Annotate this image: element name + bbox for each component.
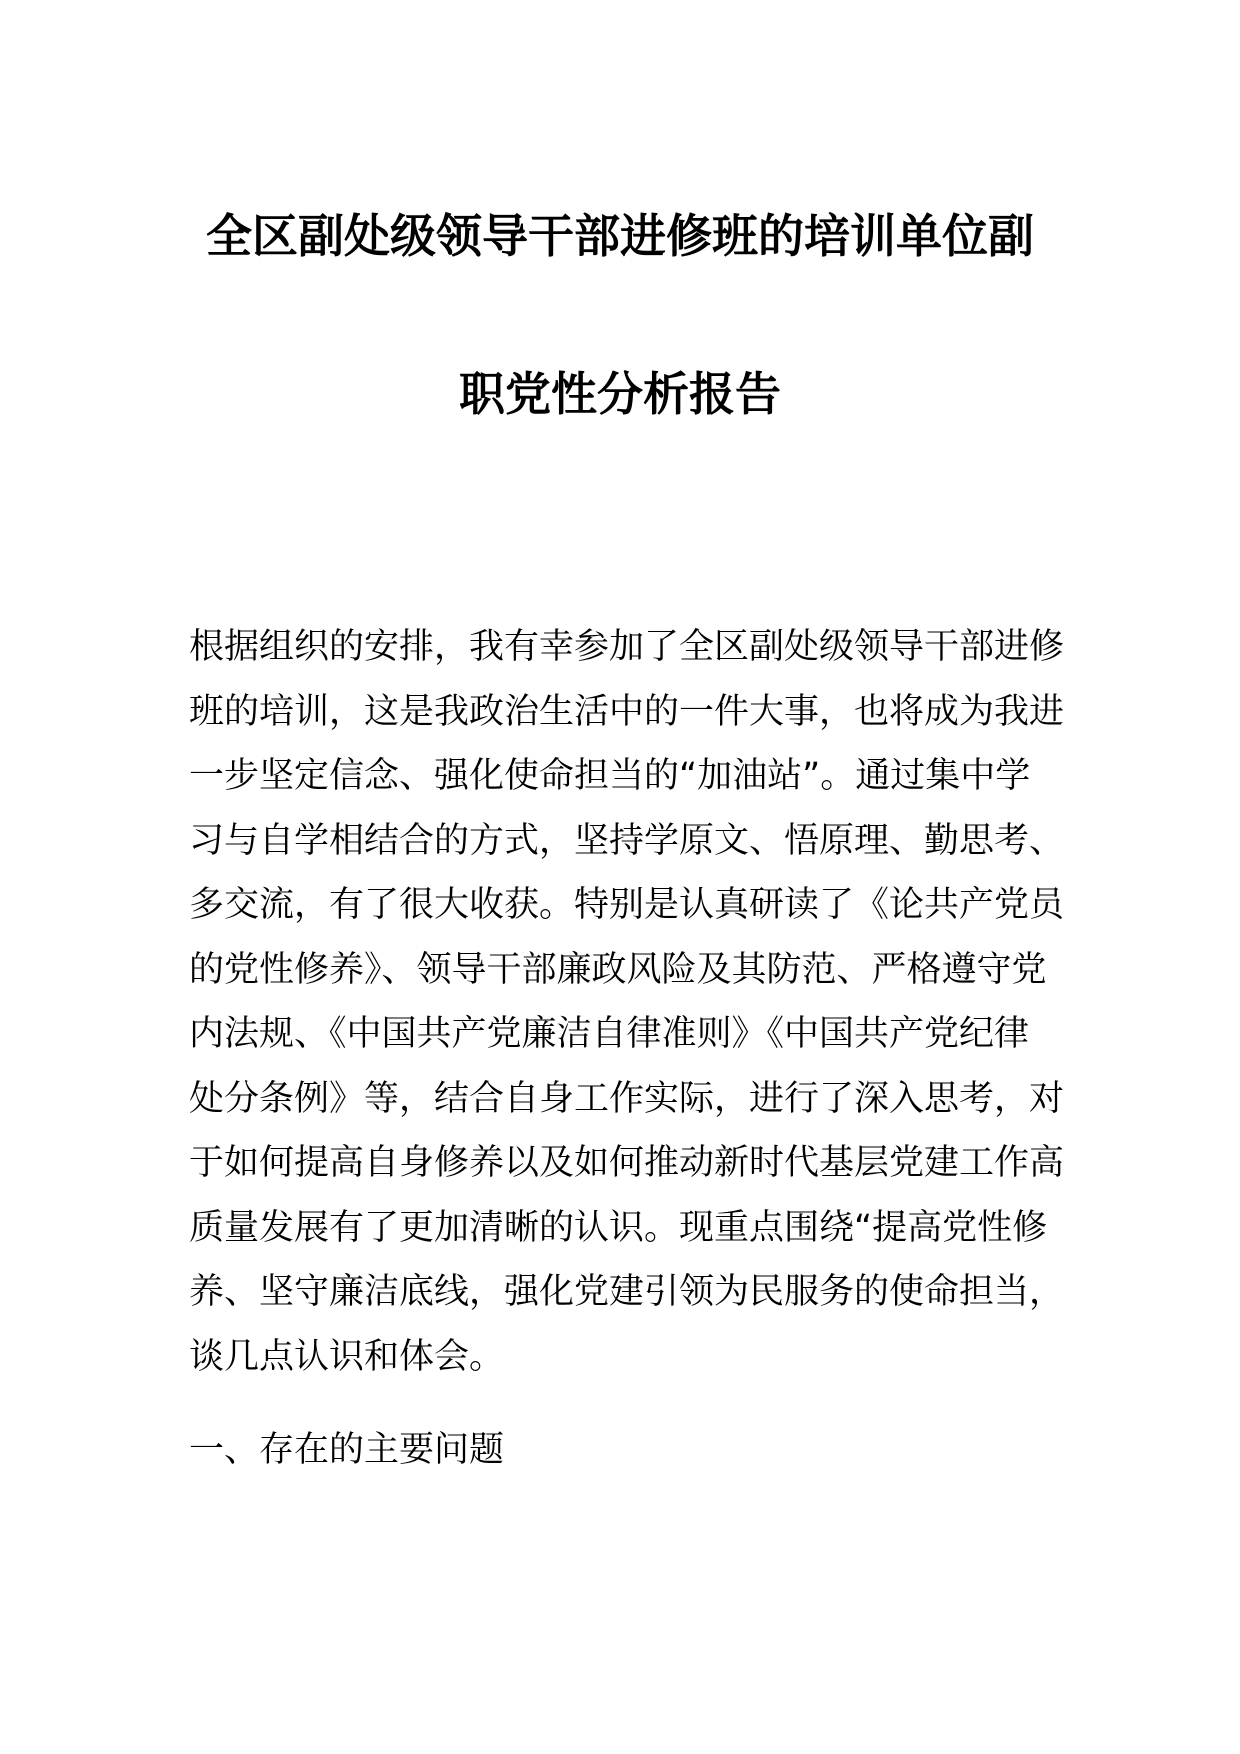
paragraph-line: 谈几点认识和体会。: [189, 1336, 505, 1377]
paragraph-line: 习与自学相结合的方式，坚持学原文、悟原理、勤思考、: [189, 820, 1065, 861]
intro-paragraph: [189, 615, 1069, 1389]
paragraph-line: 一步坚定信念、强化使命担当的“加油站”。通过集中学: [189, 756, 1031, 796]
document-title-line-2: 职党性分析报告: [459, 367, 781, 421]
paragraph-line: 内法规、《中国共产党廉洁自律准则》《中国共产党纪律: [189, 1014, 1030, 1054]
paragraph-line: 班的培训，这是我政治生活中的一件大事，也将成为我进: [189, 691, 1065, 732]
document-title-line-1: 全区副处级领导干部进修班的培训单位副: [206, 209, 1034, 263]
paragraph-line: 养、坚守廉洁底线，强化党建引领为民服务的使命担当，: [189, 1272, 1065, 1312]
paragraph-line: 根据组织的安排，我有幸参加了全区副处级领导干部进修: [189, 627, 1065, 667]
paragraph-line: 于如何提高自身修养以及如何推动新时代基层党建工作高: [189, 1143, 1065, 1183]
paragraph-line: 的党性修养》、领导干部廉政风险及其防范、严格遵守党: [189, 949, 1047, 990]
section-heading: 一、存在的主要问题: [189, 1430, 505, 1470]
paragraph-line: 处分条例》等，结合自身工作实际，进行了深入思考，对: [189, 1078, 1065, 1119]
paragraph-line: 质量发展有了更加清晰的认识。现重点围绕“提高党性修: [189, 1207, 1048, 1248]
paragraph-line: 多交流，有了很大收获。特别是认真研读了《论共产党员: [189, 885, 1065, 925]
